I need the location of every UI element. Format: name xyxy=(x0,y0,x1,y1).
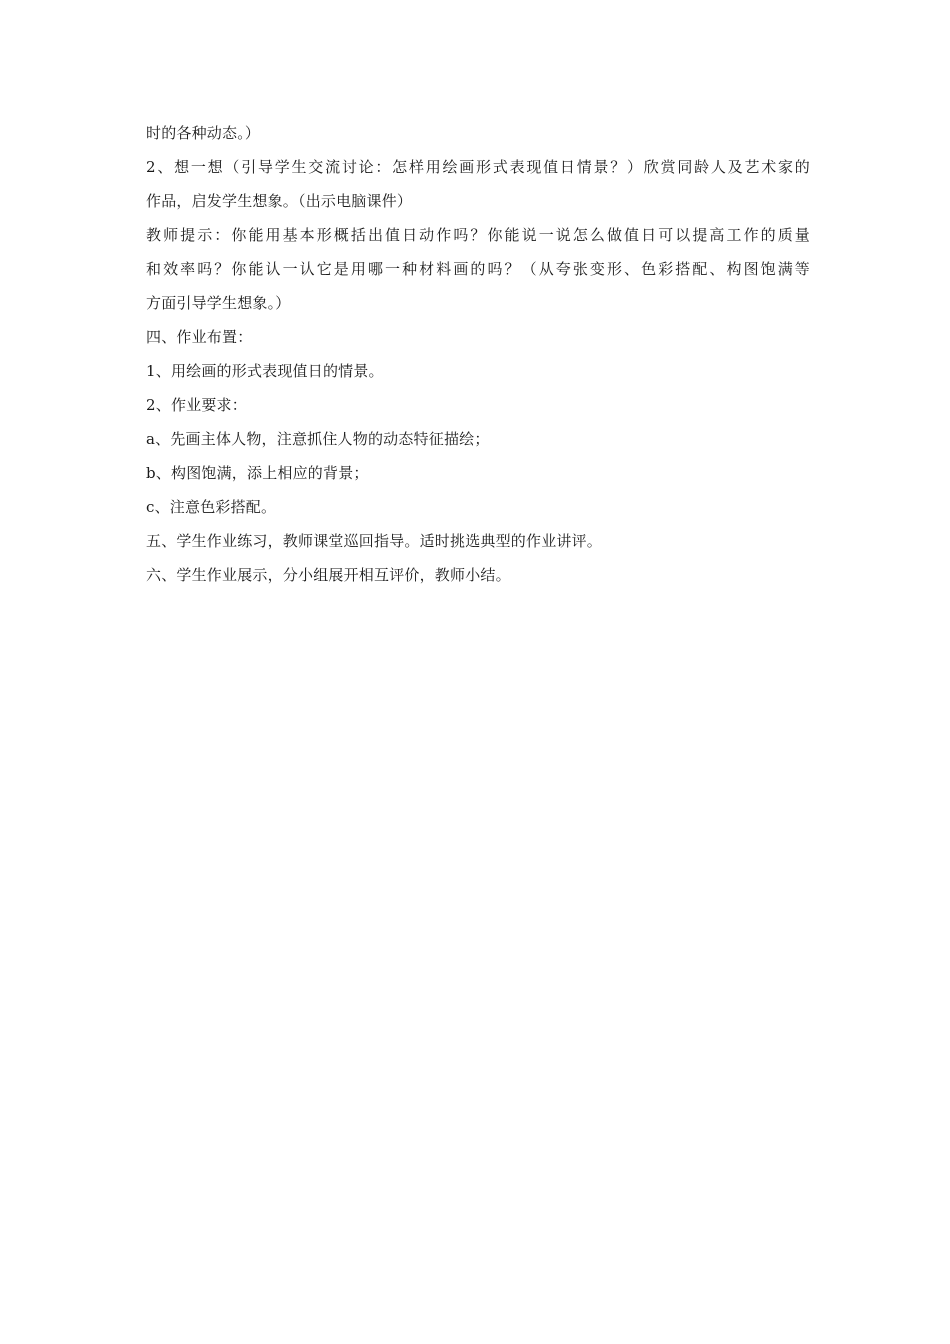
text-line-3: 作品，启发学生想象。（出示电脑课件） xyxy=(146,192,413,210)
text-line-10: a、先画主体人物，注意抓住人物的动态特征描绘； xyxy=(146,430,490,448)
text-line-5: 和效率吗？你能认一认它是用哪一种材料画的吗？（从夸张变形、色彩搭配、构图饱满等 xyxy=(146,260,810,278)
section-heading-practice: 五、学生作业练习，教师课堂巡回指导。适时挑选典型的作业讲评。 xyxy=(146,532,603,550)
text-line-12: c、注意色彩搭配。 xyxy=(146,498,277,516)
text-line-11: b、构图饱满，添上相应的背景； xyxy=(146,464,369,482)
text-line-1: 时的各种动态。） xyxy=(146,124,261,142)
text-line-8: 1、用绘画的形式表现值日的情景。 xyxy=(146,362,384,380)
text-line-2: 2、想一想（引导学生交流讨论：怎样用绘画形式表现值日情景？）欣赏同龄人及艺术家的 xyxy=(146,158,810,176)
document-body xyxy=(146,116,810,592)
section-heading-homework: 四、作业布置： xyxy=(146,328,253,346)
text-line-4: 教师提示：你能用基本形概括出值日动作吗？你能说一说怎么做值日可以提高工作的质量 xyxy=(146,226,810,244)
section-heading-display: 六、学生作业展示，分小组展开相互评价，教师小结。 xyxy=(146,566,511,584)
text-line-9: 2、作业要求： xyxy=(146,396,247,414)
text-line-6: 方面引导学生想象。） xyxy=(146,294,291,312)
